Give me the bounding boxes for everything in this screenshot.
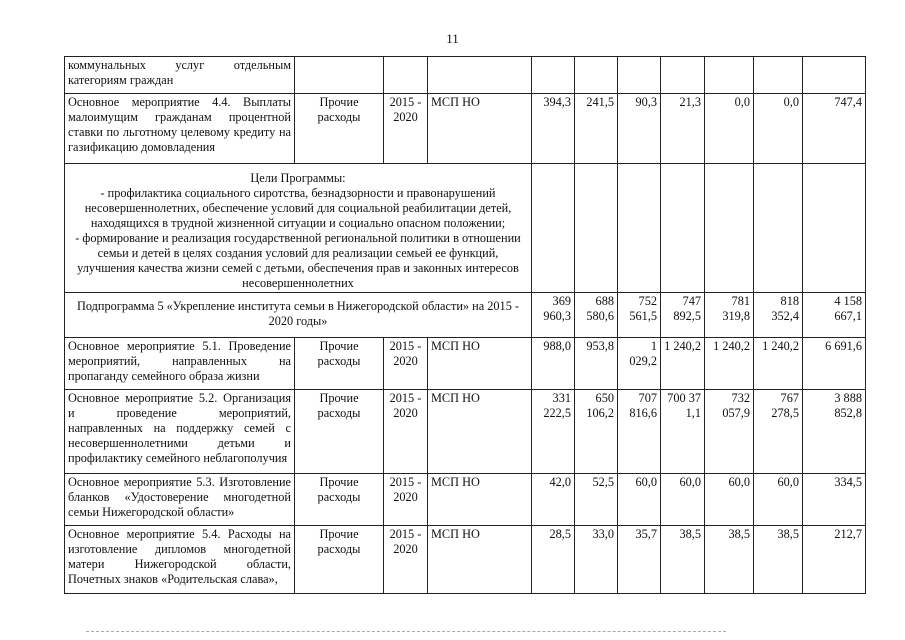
- expense-type: Прочие расходы: [295, 474, 384, 526]
- executor: МСП НО: [428, 474, 532, 526]
- value-2015: [532, 57, 575, 94]
- expense-type: Прочие расходы: [295, 390, 384, 474]
- table-row: [65, 338, 866, 390]
- value-2017: 707 816,6: [618, 390, 661, 474]
- period: [384, 57, 428, 94]
- value-2020: 767 278,5: [754, 390, 803, 474]
- value-2019: 781 319,8: [705, 293, 754, 338]
- period: 2015 - 2020: [384, 526, 428, 594]
- measure-name: коммунальных услуг отдельным категориям граждан: [65, 57, 295, 94]
- measure-name: Основное мероприятие 5.4. Расходы на изготовление дипломов многодетной матери Нижегородской области, Почетных знаков «Родительская слава»,: [65, 526, 295, 594]
- value-2017: 35,7: [618, 526, 661, 594]
- subprogram-name: Подпрограмма 5 «Укрепление института семьи в Нижегородской области» на 2015 - 2020 годы»: [65, 293, 532, 338]
- value-2019: 38,5: [705, 526, 754, 594]
- value-2016: 241,5: [575, 94, 618, 164]
- value-2015: 988,0: [532, 338, 575, 390]
- value-total: [803, 57, 866, 94]
- period: 2015 - 2020: [384, 338, 428, 390]
- value-2019: 0,0: [705, 94, 754, 164]
- value-2015: 331 222,5: [532, 390, 575, 474]
- value-2016: [575, 57, 618, 94]
- value-2019: 60,0: [705, 474, 754, 526]
- value-2017: 60,0: [618, 474, 661, 526]
- goals-title: Цели Программы:: [250, 171, 346, 185]
- expense-type: Прочие расходы: [295, 338, 384, 390]
- value-total: 3 888 852,8: [803, 390, 866, 474]
- measure-name: Основное мероприятие 4.4. Выплаты малоимущим гражданам процентной ставки по льготному целевому кредиту на газификацию домовладения: [65, 94, 295, 164]
- program-goals: [65, 164, 532, 293]
- executor: [428, 57, 532, 94]
- value-2017: 90,3: [618, 94, 661, 164]
- value-2017: 1 029,2: [618, 338, 661, 390]
- value-2020: 60,0: [754, 474, 803, 526]
- value-2016: 953,8: [575, 338, 618, 390]
- value-2015: 28,5: [532, 526, 575, 594]
- value-2019: 732 057,9: [705, 390, 754, 474]
- table-row: [65, 390, 866, 474]
- value-2017: [618, 57, 661, 94]
- value-2018: 38,5: [661, 526, 705, 594]
- goals-row: [65, 164, 866, 293]
- value-2015: 369 960,3: [532, 293, 575, 338]
- value-2018: 60,0: [661, 474, 705, 526]
- goal-item: - формирование и реализация государственной региональной политики в отношении семьи и детей в целях создания условий для реализации семьей ее функций, улучшения качества жизни семей с детьми, обеспечения прав и законных интересов несовершеннолетних: [75, 231, 521, 290]
- table-row: [65, 94, 866, 164]
- value-2018: 747 892,5: [661, 293, 705, 338]
- value-total: 212,7: [803, 526, 866, 594]
- value-2016: 52,5: [575, 474, 618, 526]
- table-row: [65, 474, 866, 526]
- period: 2015 - 2020: [384, 390, 428, 474]
- value-2020: 0,0: [754, 94, 803, 164]
- value-2015: 394,3: [532, 94, 575, 164]
- measure-name: Основное мероприятие 5.3. Изготовление бланков «Удостоверение многодетной семьи Нижегородской области»: [65, 474, 295, 526]
- measure-name: Основное мероприятие 5.2. Организация и проведение мероприятий, направленных на поддержку семей с несовершеннолетними детьми и профилактику семейного неблагополучия: [65, 390, 295, 474]
- value-total: 747,4: [803, 94, 866, 164]
- subprogram-row: [65, 293, 866, 338]
- executor: МСП НО: [428, 526, 532, 594]
- value-2017: 752 561,5: [618, 293, 661, 338]
- table-row: [65, 57, 866, 94]
- value-2019: 1 240,2: [705, 338, 754, 390]
- value-total: 6 691,6: [803, 338, 866, 390]
- program-table: [64, 56, 866, 594]
- goal-item: - профилактика социального сиротства, безнадзорности и правонарушений несовершеннолетних, обеспечение условий для социальной реабилитации детей, находящихся в трудной жизненной ситуации и социально опасном положении;: [84, 186, 512, 230]
- value-total: 334,5: [803, 474, 866, 526]
- executor: МСП НО: [428, 94, 532, 164]
- value-2016: 650 106,2: [575, 390, 618, 474]
- value-2016: 33,0: [575, 526, 618, 594]
- value-2020: [754, 57, 803, 94]
- table-row: [65, 526, 866, 594]
- period: 2015 - 2020: [384, 94, 428, 164]
- value-2020: 38,5: [754, 526, 803, 594]
- expense-type: Прочие расходы: [295, 526, 384, 594]
- executor: МСП НО: [428, 338, 532, 390]
- value-2018: [661, 57, 705, 94]
- value-total: 4 158 667,1: [803, 293, 866, 338]
- value-2020: 1 240,2: [754, 338, 803, 390]
- page-number: 11: [446, 31, 459, 46]
- expense-type: [295, 57, 384, 94]
- value-2015: 42,0: [532, 474, 575, 526]
- value-2016: 688 580,6: [575, 293, 618, 338]
- value-2020: 818 352,4: [754, 293, 803, 338]
- value-2018: 700 37 1,1: [661, 390, 705, 474]
- executor: МСП НО: [428, 390, 532, 474]
- value-2018: 1 240,2: [661, 338, 705, 390]
- measure-name: Основное мероприятие 5.1. Проведение мероприятий, направленных на пропаганду семейного образа жизни: [65, 338, 295, 390]
- value-2018: 21,3: [661, 94, 705, 164]
- period: 2015 - 2020: [384, 474, 428, 526]
- expense-type: Прочие расходы: [295, 94, 384, 164]
- scan-divider: [86, 631, 726, 632]
- value-2019: [705, 57, 754, 94]
